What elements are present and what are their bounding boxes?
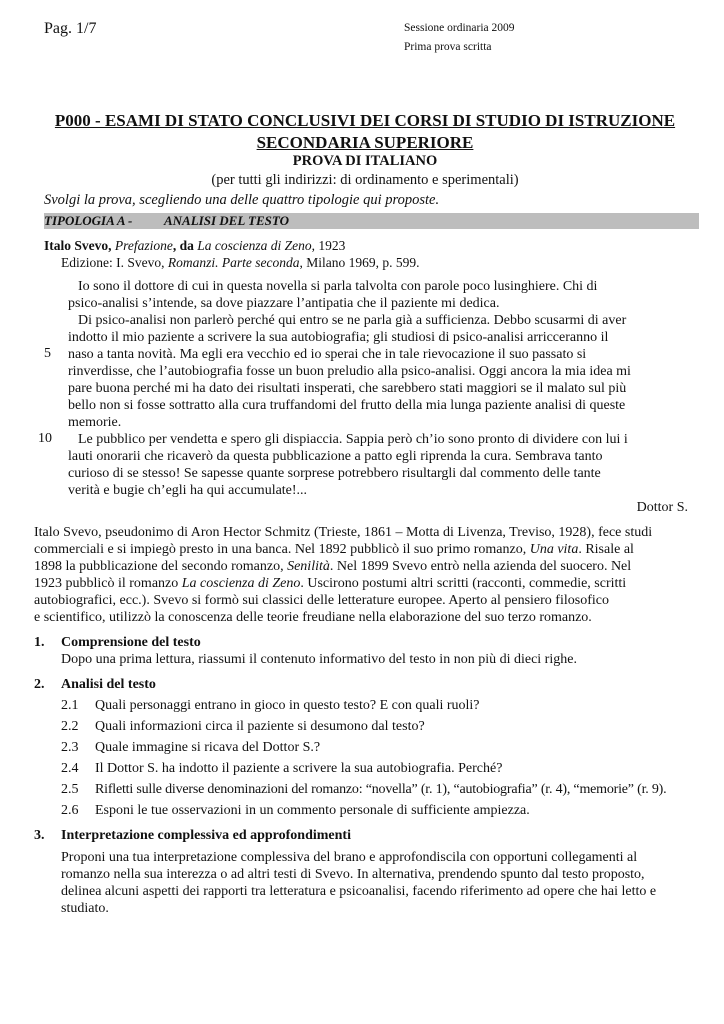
source-year: , 1923	[311, 238, 346, 253]
tipologia-name: ANALISI DEL TESTO	[164, 213, 289, 228]
passage-line: naso a tanta novità. Ma egli era vecchio ed io sperai che in tale rievocazione il suo passato si	[68, 347, 587, 362]
bio-text: . Risale al	[578, 542, 634, 557]
bio-line: autobiografici, ecc.). Svevo si formò sui classici delle letterature europee. Aperto al pensiero filosofico	[34, 593, 609, 608]
passage-line: rinverdisse, che l’autobiografia fosse un buon preludio alla psico-analisi. Oggi ancora la mia idea mi	[68, 364, 631, 379]
prova-title: PROVA DI ITALIANO	[292, 153, 438, 169]
source-edition	[61, 254, 419, 271]
section-1-text: Dopo una prima lettura, riassumi il contenuto informativo del testo in non più di dieci righe.	[61, 652, 577, 667]
edition-post: , Milano 1969, p. 599.	[299, 255, 420, 270]
item-number: 2.4	[61, 761, 79, 776]
signature: Dottor S.	[636, 500, 688, 515]
item-number: 2.2	[61, 719, 79, 734]
passage-line: Io sono il dottore di cui in questa novella si parla talvolta con parole poco lusinghiere. Chi di	[78, 279, 598, 294]
edition-title: Romanzi. Parte seconda	[167, 255, 300, 270]
edition-pre: Edizione: I. Svevo,	[61, 255, 168, 270]
source-work: Prefazione	[114, 238, 173, 253]
bio-title-senilita: Senilità	[287, 559, 330, 574]
section-3-text	[61, 849, 698, 917]
item-text: Il Dottor S. ha indotto il paziente a scrivere la sua autobiografia. Perché?	[95, 761, 503, 776]
passage-line: verità e bugie ch’egli ha qui accumulate!...	[68, 483, 308, 498]
line-number-5: 5	[44, 346, 51, 361]
section-1-number: 1.	[34, 635, 45, 650]
exam-title-line2: SECONDARIA SUPERIORE	[256, 133, 474, 152]
exam-type-label: Prima prova scritta	[404, 41, 492, 53]
bio-text: . Uscirono postumi altri scritti (racconti, commedie, scritti	[300, 576, 627, 591]
section-1-title: Comprensione del testo	[61, 635, 201, 650]
source-book: La coscienza di Zeno	[197, 238, 312, 253]
item-text: Rifletti sulle diverse denominazioni del romanzo: “novella” (r. 1), “autobiografia” (r. 4), “memorie” (r. 9).	[95, 782, 667, 797]
passage-line: Di psico-analisi non parlerò perché qui entro se ne parla già a sufficienza. Debbo scusarmi di aver	[78, 313, 627, 328]
passage-line: pare buona perché mi ha dato dei risultati insperati, che sarebbero stati maggiori se il malato sul più	[68, 381, 627, 396]
bio-line: e scientifico, utilizzò la conoscenza delle teorie freudiane nella elaborazione del suo terzo romanzo.	[34, 610, 592, 625]
section-2-number: 2.	[34, 677, 45, 692]
section-2-title: Analisi del testo	[61, 677, 156, 692]
bio-line	[34, 575, 698, 592]
passage-line: bello non si fosse sottratto alla cura truffandomi del frutto della mia lunga paziente analisi di queste	[68, 398, 626, 413]
item-number: 2.6	[61, 803, 79, 818]
source-citation	[44, 237, 345, 254]
tipologia-label: TIPOLOGIA A -	[44, 213, 133, 228]
tipologia-band	[44, 213, 699, 229]
section-3-line: delinea alcuni aspetti dei rapporti tra letteratura e psicoanalisi, facendo riferimento ad opere che hai letto e	[61, 884, 657, 899]
author-bio	[34, 524, 698, 626]
bio-text: 1923 pubblicò il romanzo	[34, 576, 182, 591]
item-text: Quali personaggi entrano in gioco in questo testo? E con quali ruoli?	[95, 698, 480, 713]
passage-line: memorie.	[68, 415, 122, 430]
page-number: Pag. 1/7	[44, 20, 97, 37]
line-number-10: 10	[38, 431, 52, 446]
section-3-line: Proponi una tua interpretazione complessiva del brano e approfondiscila con opportuni collegamenti al	[61, 850, 638, 865]
bio-text: commerciali e si impiegò presto in una banca. Nel 1892 pubblicò il suo primo romanzo,	[34, 542, 530, 557]
section-3-line: studiato.	[61, 901, 109, 916]
section-3-title: Interpretazione complessiva ed approfondimenti	[61, 828, 351, 843]
bio-text: 1898 la pubblicazione del secondo romanzo,	[34, 559, 288, 574]
passage-line: indotto il mio paziente a scrivere la sua autobiografia; gli studiosi di psico-analisi arricceranno il	[68, 330, 609, 345]
passage	[68, 278, 688, 499]
instruction: Svolgi la prova, scegliendo una delle quattro tipologie qui proposte.	[44, 192, 440, 208]
bio-line	[34, 558, 698, 575]
source-from: , da	[172, 238, 198, 253]
item-text: Quale immagine si ricava del Dottor S.?	[95, 740, 321, 755]
exam-title-line1: P000 - ESAMI DI STATO CONCLUSIVI DEI CORSI DI STUDIO DI ISTRUZIONE	[54, 111, 676, 130]
passage-line: curioso di se stesso! Se sapesse quante sorprese potrebbero risultargli dal commento delle tante	[68, 466, 601, 481]
bio-line	[34, 541, 698, 558]
item-number: 2.5	[61, 782, 79, 797]
bio-title-coscienza: La coscienza di Zeno	[181, 576, 301, 591]
item-number: 2.1	[61, 698, 79, 713]
bio-line: Italo Svevo, pseudonimo di Aron Hector Schmitz (Trieste, 1861 – Motta di Livenza, Treviso, 1928), fece studi	[34, 525, 653, 540]
item-text: Quali informazioni circa il paziente si desumono dal testo?	[95, 719, 425, 734]
item-number: 2.3	[61, 740, 79, 755]
section-3-number: 3.	[34, 828, 45, 843]
passage-line: lauti onorarii che ricaverò da questa pubblicazione a patto egli riprenda la cura. Sembrava tanto	[68, 449, 603, 464]
session-label: Sessione ordinaria 2009	[404, 22, 515, 34]
item-text: Esponi le tue osservazioni in un commento personale di sufficiente ampiezza.	[95, 803, 530, 818]
source-author: Italo Svevo,	[44, 238, 112, 253]
bio-text: . Nel 1899 Svevo entrò nella azienda del suocero. Nel	[329, 559, 632, 574]
passage-line: psico-analisi s’intende, sa dove piazzare l’antipatia che il paziente mi dedica.	[68, 296, 500, 311]
passage-line: Le pubblico per vendetta e spero gli dispiaccia. Sappia però ch’io sono pronto di dividere con lui i	[78, 432, 628, 447]
section-3-line: romanzo nella sua interezza o ad altri testi di Svevo. In alternativa, prendendo spunto dal testo proposto,	[61, 867, 645, 882]
bio-title-una-vita: Una vita	[529, 542, 579, 557]
prova-note: (per tutti gli indirizzi: di ordinamento e sperimentali)	[211, 172, 519, 188]
